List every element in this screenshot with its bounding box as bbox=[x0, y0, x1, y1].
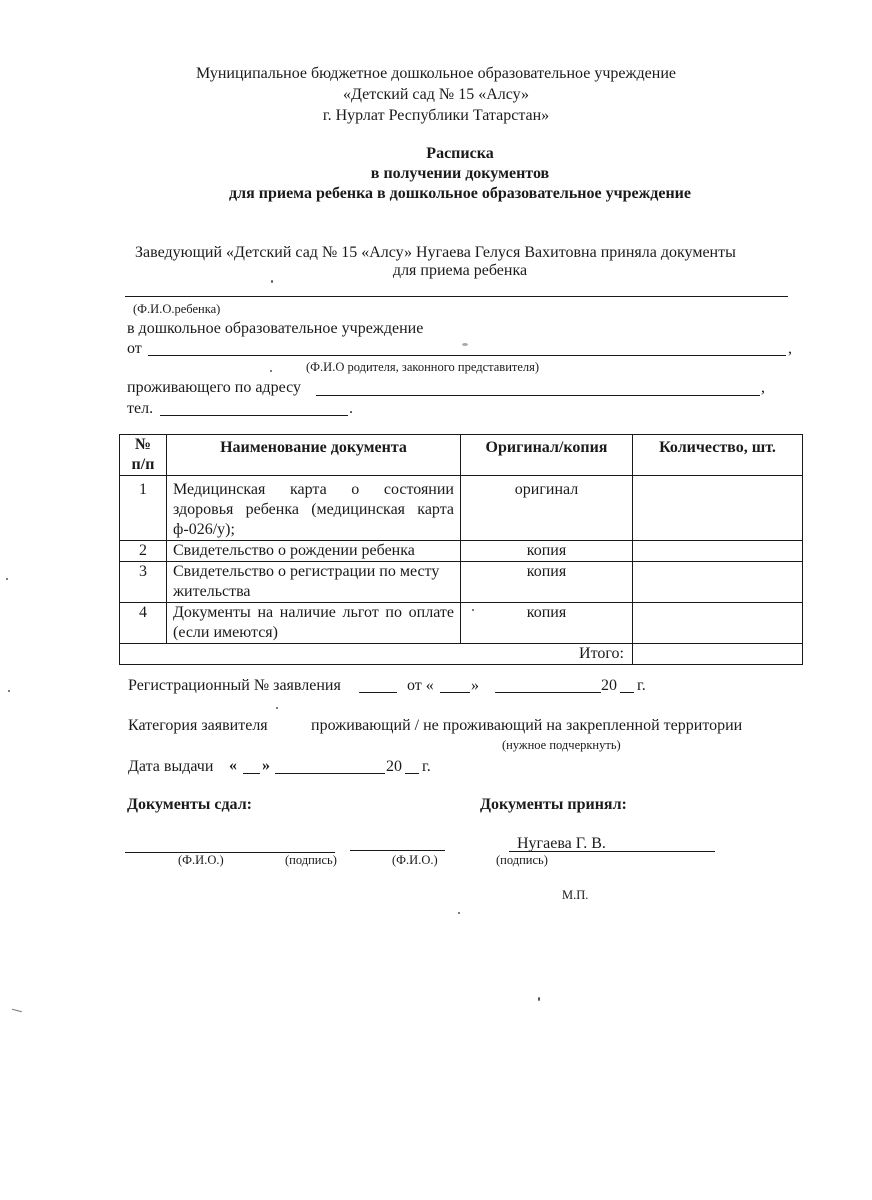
child-name-caption: (Ф.И.О.ребенка) bbox=[133, 302, 221, 316]
registration-number-field[interactable] bbox=[359, 692, 397, 693]
table-total-row bbox=[120, 644, 803, 665]
scan-speck bbox=[271, 280, 273, 283]
scan-speck bbox=[538, 997, 540, 1001]
scan-speck bbox=[6, 578, 8, 580]
issue-year: 20 bbox=[386, 758, 402, 775]
parent-comma: , bbox=[788, 340, 792, 357]
scan-speck bbox=[472, 609, 474, 611]
received-label: Документы принял: bbox=[480, 796, 627, 813]
parent-name-field[interactable] bbox=[148, 355, 786, 356]
total-label: Итого: bbox=[120, 644, 633, 665]
row-doc-type: оригинал bbox=[461, 476, 633, 541]
issue-date-close-quote: » bbox=[262, 757, 270, 774]
row-qty-cell[interactable] bbox=[633, 562, 803, 603]
address-comma: , bbox=[761, 379, 765, 396]
documents-table bbox=[119, 434, 803, 665]
doc-title: Расписка bbox=[426, 145, 494, 162]
scan-speck bbox=[276, 707, 278, 709]
registration-day-field[interactable] bbox=[440, 692, 470, 693]
table-row bbox=[120, 562, 803, 603]
scan-speck bbox=[458, 912, 460, 914]
fio-caption-2: (Ф.И.О.) bbox=[392, 853, 438, 867]
table-row bbox=[120, 541, 803, 562]
table-row bbox=[120, 603, 803, 644]
scan-speck bbox=[270, 370, 272, 372]
child-name-field[interactable] bbox=[125, 296, 788, 297]
submitted-label: Документы сдал: bbox=[127, 796, 252, 813]
row-doc-type: копия bbox=[461, 562, 633, 603]
registration-year-field[interactable] bbox=[620, 692, 634, 693]
stamp-place: М.П. bbox=[562, 888, 589, 902]
issue-year-field[interactable] bbox=[405, 773, 419, 774]
intro-line2: для приема ребенка bbox=[392, 262, 528, 279]
table-row bbox=[120, 476, 803, 541]
row-doc-name: Медицинская карта о состоянии здоровья ребенка (медицинская карта ф-026/у); bbox=[167, 476, 461, 541]
col-header-num-line2: п/п bbox=[131, 456, 155, 473]
registration-label: Регистрационный № заявления bbox=[128, 677, 341, 694]
col-header-num-line1: № bbox=[134, 436, 152, 453]
registration-year: 20 bbox=[601, 677, 617, 694]
org-name-line3: г. Нурлат Республики Татарстан» bbox=[322, 107, 550, 124]
col-header-name: Наименование документа bbox=[167, 435, 461, 476]
issue-day-field[interactable] bbox=[243, 773, 260, 774]
fio-caption-1: (Ф.И.О.) bbox=[178, 853, 224, 867]
registration-close-quote: » bbox=[471, 677, 479, 694]
receiver-name-underline bbox=[509, 851, 715, 852]
col-header-num bbox=[120, 435, 167, 476]
phone-field[interactable] bbox=[160, 415, 348, 416]
scan-speck bbox=[12, 1009, 22, 1013]
phone-period: . bbox=[349, 400, 353, 417]
table-header-row bbox=[120, 435, 803, 476]
registration-year-suffix: г. bbox=[637, 677, 646, 694]
row-doc-name: Свидетельство о регистрации по месту жительства bbox=[167, 562, 461, 603]
address-label: проживающего по адресу bbox=[127, 379, 301, 396]
scan-speck bbox=[8, 690, 10, 692]
org-name-line2: «Детский сад № 15 «Алсу» bbox=[342, 86, 530, 103]
registration-month-field[interactable] bbox=[495, 692, 601, 693]
row-doc-name: Свидетельство о рождении ребенка bbox=[167, 541, 461, 562]
issue-date-label: Дата выдачи bbox=[128, 758, 214, 775]
row-num: 2 bbox=[120, 541, 167, 562]
row-num: 4 bbox=[120, 603, 167, 644]
issue-year-suffix: г. bbox=[422, 758, 431, 775]
org-name-line1: Муниципальное бюджетное дошкольное образовательное учреждение bbox=[196, 65, 676, 82]
intro-line1: Заведующий «Детский сад № 15 «Алсу» Нугаева Гелуся Вахитовна приняла документы bbox=[135, 244, 736, 261]
parent-name-caption: (Ф.И.О родителя, законного представителя) bbox=[306, 360, 540, 374]
col-header-qty: Количество, шт. bbox=[633, 435, 803, 476]
row-qty-cell[interactable] bbox=[633, 603, 803, 644]
category-note: (нужное подчеркнуть) bbox=[502, 738, 621, 752]
total-qty-cell[interactable] bbox=[633, 644, 803, 665]
sign-caption-1: (подпись) bbox=[285, 853, 337, 867]
row-doc-type: копия bbox=[461, 541, 633, 562]
sign-caption-2: (подпись) bbox=[496, 853, 548, 867]
row-num: 1 bbox=[120, 476, 167, 541]
row-num: 3 bbox=[120, 562, 167, 603]
from-label: от bbox=[127, 340, 142, 357]
category-label: Категория заявителя bbox=[128, 717, 268, 734]
registration-from: от « bbox=[407, 677, 434, 694]
issue-date-open-quote: « bbox=[229, 757, 237, 774]
row-qty-cell[interactable] bbox=[633, 541, 803, 562]
scan-speck bbox=[462, 343, 468, 346]
doc-subtitle-1: в получении документов bbox=[370, 165, 550, 182]
receiver-name: Нугаева Г. В. bbox=[517, 835, 606, 852]
submitter-sign-field[interactable] bbox=[350, 850, 445, 851]
row-qty-cell[interactable] bbox=[633, 476, 803, 541]
row-doc-name: Документы на наличие льгот по оплате (если имеются) bbox=[167, 603, 461, 644]
doc-subtitle-2: для приема ребенка в дошкольное образовательное учреждение bbox=[229, 185, 691, 202]
row-doc-type: копия bbox=[461, 603, 633, 644]
institution-text: в дошкольное образовательное учреждение bbox=[127, 320, 424, 337]
address-field[interactable] bbox=[316, 395, 760, 396]
phone-label: тел. bbox=[127, 400, 154, 417]
col-header-type: Оригинал/копия bbox=[461, 435, 633, 476]
issue-month-field[interactable] bbox=[275, 773, 385, 774]
category-options[interactable]: проживающий / не проживающий на закрепленной территории bbox=[311, 717, 743, 734]
